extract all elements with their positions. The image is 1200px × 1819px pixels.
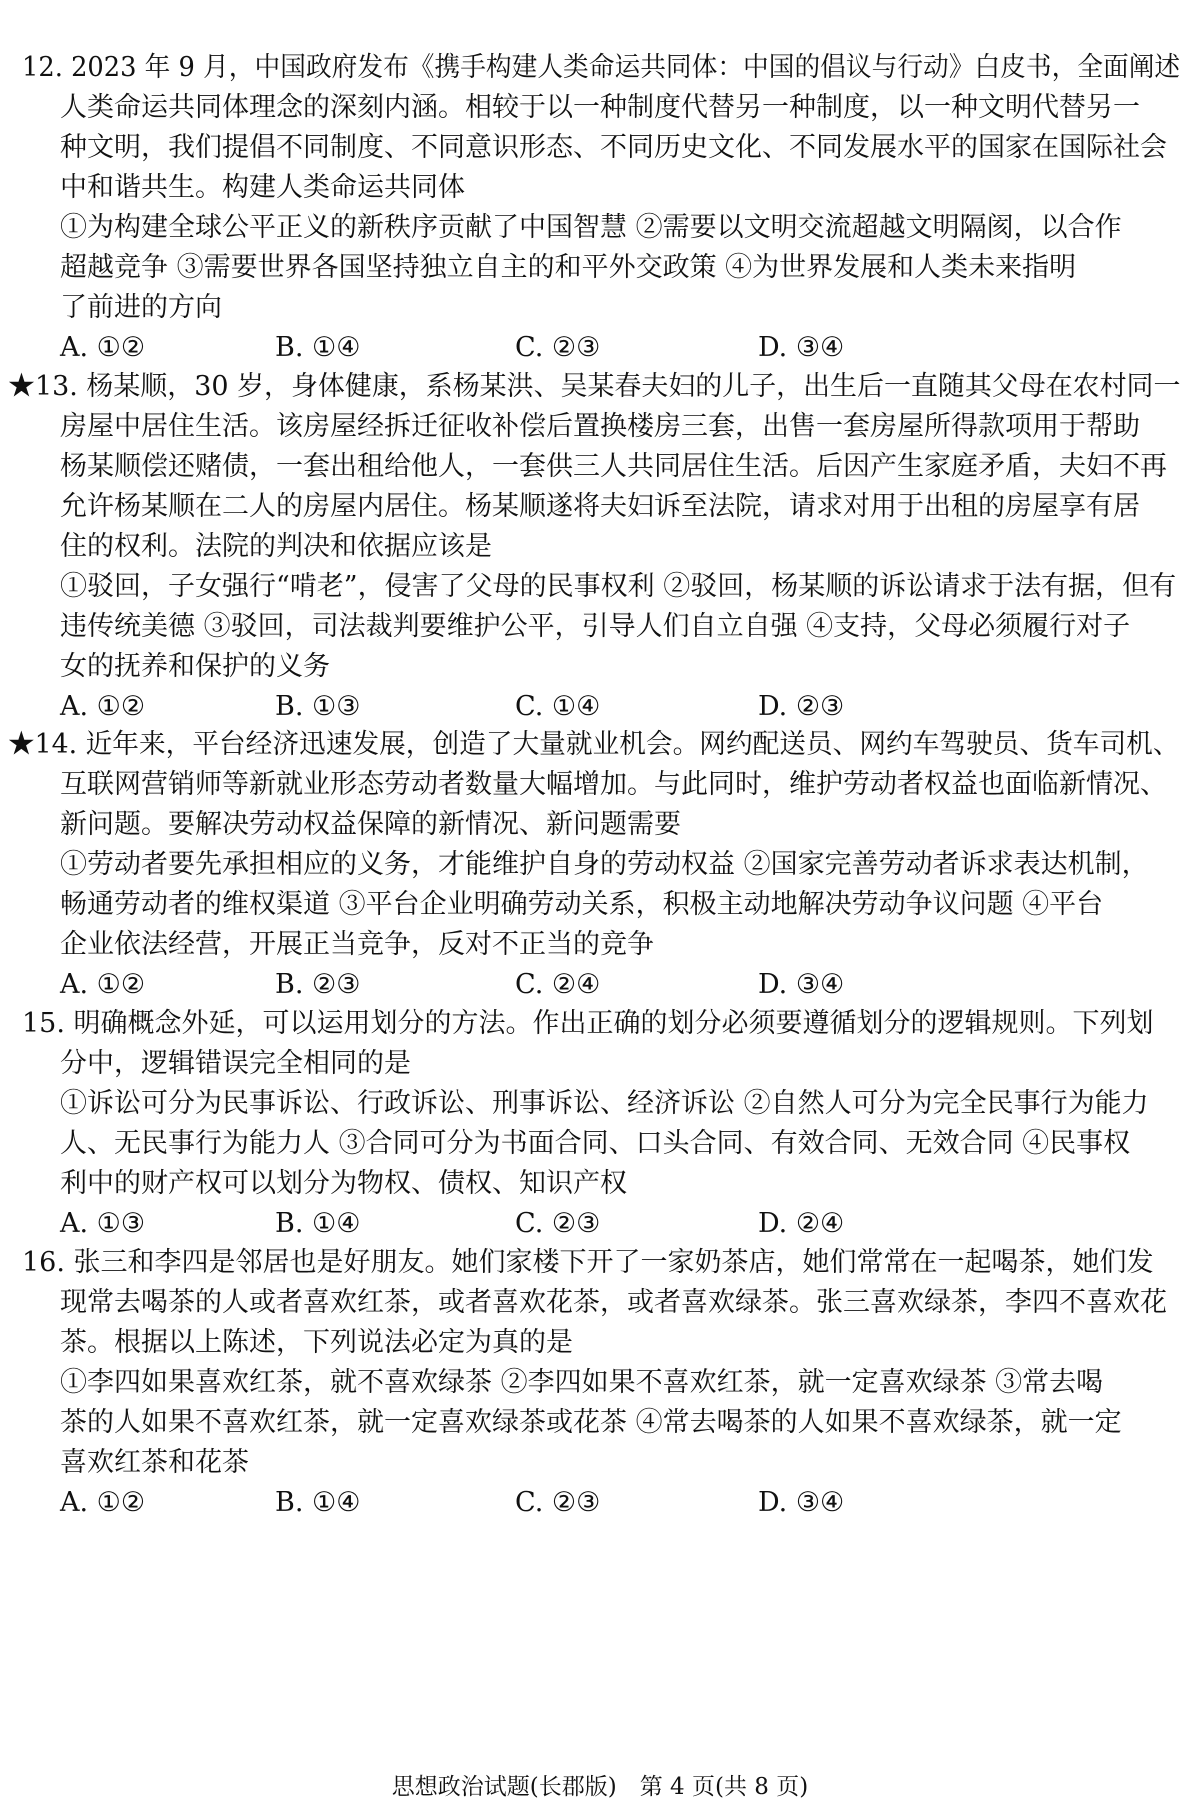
statement-line: ①为构建全球公平正义的新秩序贡献了中国智慧 ②需要以文明交流超越文明隔阂，以合作 [60,212,1122,243]
question-stem-line: ★14. 近年来，平台经济迅速发展，创造了大量就业机会。网约配送员、网约车驾驶员、货车司机、 [8,729,1180,760]
statement-line: 畅通劳动者的维权渠道 ③平台企业明确劳动关系，积极主动地解决劳动争议问题 ④平台 [60,889,1104,920]
question-stem-line: 房屋中居住生活。该房屋经拆迁征收补偿后置换楼房三套，出售一套房屋所得款项用于帮助 [60,411,1140,442]
statement-line: 人、无民事行为能力人 ③合同可分为书面合同、口头合同、有效合同、无效合同 ④民事权 [60,1128,1131,1159]
question-stem-line: ★13. 杨某顺，30 岁，身体健康，系杨某洪、吴某春夫妇的儿子，出生后一直随其父母在农村同一 [8,371,1181,402]
option-a: A. ①③ [60,1208,146,1239]
option-b: B. ②③ [275,969,361,1000]
option-a: A. ①② [60,1487,146,1518]
option-a: A. ①② [60,691,146,722]
option-a: A. ①② [60,969,146,1000]
option-d: D. ③④ [758,332,845,363]
option-b: B. ①④ [275,1487,361,1518]
question-stem-line: 新问题。要解决劳动权益保障的新情况、新问题需要 [60,809,681,840]
option-b: B. ①④ [275,332,361,363]
statement-line: 企业依法经营，开展正当竞争，反对不正当的竞争 [60,929,654,960]
question-stem-line: 种文明，我们提倡不同制度、不同意识形态、不同历史文化、不同发展水平的国家在国际社会 [60,132,1167,163]
option-c: C. ②④ [515,969,601,1000]
option-a: A. ①② [60,332,146,363]
question-stem-line: 16. 张三和李四是邻居也是好朋友。她们家楼下开了一家奶茶店，她们常常在一起喝茶，她们发 [22,1247,1154,1278]
question-stem-line: 人类命运共同体理念的深刻内涵。相较于以一种制度代替另一种制度，以一种文明代替另一 [60,92,1140,123]
statement-line: 违传统美德 ③驳回，司法裁判要维护公平，引导人们自立自强 ④支持，父母必须履行对子 [60,611,1131,642]
statement-line: ①劳动者要先承担相应的义务，才能维护自身的劳动权益 ②国家完善劳动者诉求表达机制， [60,849,1149,880]
question-stem-line: 茶。根据以上陈述，下列说法必定为真的是 [60,1327,573,1358]
page-footer: 思想政治试题(长郡版) 第 4 页(共 8 页) [391,1774,809,1800]
question-stem-line: 中和谐共生。构建人类命运共同体 [60,172,465,203]
statement-line: ①李四如果喜欢红茶，就不喜欢绿茶 ②李四如果不喜欢红茶，就一定喜欢绿茶 ③常去喝 [60,1367,1104,1398]
statement-line: 喜欢红茶和花茶 [60,1447,249,1478]
statement-line: ①诉讼可分为民事诉讼、行政诉讼、刑事诉讼、经济诉讼 ②自然人可分为完全民事行为能力 [60,1088,1149,1119]
question-stem-line: 12. 2023 年 9 月，中国政府发布《携手构建人类命运共同体：中国的倡议与行动》白皮书，全面阐述 [22,52,1181,83]
option-c: C. ②③ [515,1208,601,1239]
option-c: C. ②③ [515,1487,601,1518]
statement-line: 女的抚养和保护的义务 [60,651,330,682]
option-d: D. ②③ [758,691,845,722]
statement-line: 利中的财产权可以划分为物权、债权、知识产权 [60,1168,627,1199]
question-stem-line: 分中，逻辑错误完全相同的是 [60,1048,411,1079]
question-stem-line: 允许杨某顺在二人的房屋内居住。杨某顺遂将夫妇诉至法院，请求对用于出租的房屋享有居 [60,491,1140,522]
statement-line: 了前进的方向 [60,292,222,323]
question-stem-line: 杨某顺偿还赌债，一套出租给他人，一套供三人共同居住生活。后因产生家庭矛盾，夫妇不再 [60,451,1167,482]
option-d: D. ③④ [758,969,845,1000]
question-stem-line: 互联网营销师等新就业形态劳动者数量大幅增加。与此同时，维护劳动者权益也面临新情况、 [60,769,1167,800]
option-c: C. ①④ [515,691,601,722]
statement-line: ①驳回，子女强行“啃老”，侵害了父母的民事权利 ②驳回，杨某顺的诉讼请求于法有据，但有 [60,571,1177,602]
statement-line: 超越竞争 ③需要世界各国坚持独立自主的和平外交政策 ④为世界发展和人类未来指明 [60,252,1077,283]
question-stem-line: 现常去喝茶的人或者喜欢红茶，或者喜欢花茶，或者喜欢绿茶。张三喜欢绿茶，李四不喜欢花 [60,1287,1167,1318]
option-b: B. ①③ [275,691,361,722]
question-stem-line: 住的权利。法院的判决和依据应该是 [60,531,492,562]
option-d: D. ③④ [758,1487,845,1518]
question-stem-line: 15. 明确概念外延，可以运用划分的方法。作出正确的划分必须要遵循划分的逻辑规则。下列划 [22,1008,1154,1039]
option-b: B. ①④ [275,1208,361,1239]
option-d: D. ②④ [758,1208,845,1239]
statement-line: 茶的人如果不喜欢红茶，就一定喜欢绿茶或花茶 ④常去喝茶的人如果不喜欢绿茶，就一定 [60,1407,1122,1438]
option-c: C. ②③ [515,332,601,363]
